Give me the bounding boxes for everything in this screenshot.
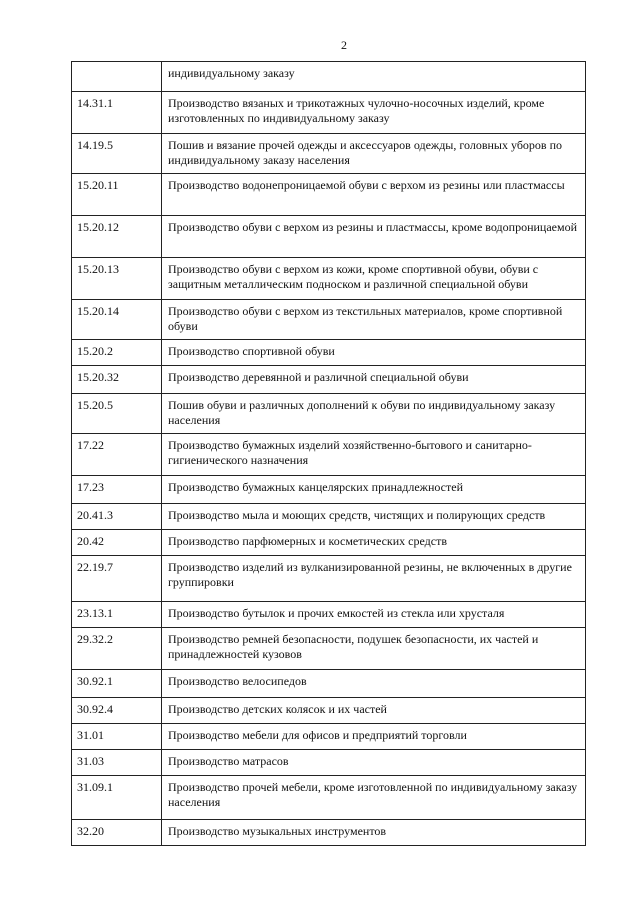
description-cell: Производство изделий из вулканизированной резины, не включенных в другие группировки xyxy=(162,556,586,602)
table-row xyxy=(72,62,586,92)
table-row xyxy=(72,504,586,530)
table-row xyxy=(72,434,586,476)
table-row xyxy=(72,340,586,366)
description-cell: Производство мыла и моющих средств, чистящих и полирующих средств xyxy=(162,504,586,530)
table-row xyxy=(72,174,586,216)
table-row xyxy=(72,258,586,300)
table-row xyxy=(72,776,586,820)
code-cell: 14.19.5 xyxy=(72,134,162,174)
table-row xyxy=(72,628,586,670)
code-cell: 22.19.7 xyxy=(72,556,162,602)
description-cell: Производство обуви с верхом из кожи, кроме спортивной обуви, обуви с защитным металлическим подноском и различной специальной обуви xyxy=(162,258,586,300)
code-cell: 30.92.4 xyxy=(72,698,162,724)
table-row xyxy=(72,394,586,434)
table-row xyxy=(72,724,586,750)
code-cell: 31.01 xyxy=(72,724,162,750)
table-row xyxy=(72,134,586,174)
description-cell: Производство бутылок и прочих емкостей из стекла или хрусталя xyxy=(162,602,586,628)
description-cell: Производство бумажных изделий хозяйственно-бытового и санитарно-гигиенического назначения xyxy=(162,434,586,476)
code-cell: 14.31.1 xyxy=(72,92,162,134)
code-cell: 31.09.1 xyxy=(72,776,162,820)
code-cell: 15.20.12 xyxy=(72,216,162,258)
description-cell: Производство парфюмерных и косметических средств xyxy=(162,530,586,556)
table-row xyxy=(72,670,586,698)
code-cell: 15.20.13 xyxy=(72,258,162,300)
description-cell: Производство обуви с верхом из резины и пластмассы, кроме водопроницаемой xyxy=(162,216,586,258)
table-row xyxy=(72,556,586,602)
code-cell xyxy=(72,62,162,92)
description-cell: Производство вязаных и трикотажных чулочно-носочных изделий, кроме изготовленных по индивидуальному заказу xyxy=(162,92,586,134)
code-cell: 17.22 xyxy=(72,434,162,476)
table-row xyxy=(72,366,586,394)
table-row xyxy=(72,530,586,556)
table-row xyxy=(72,476,586,504)
description-cell: Производство мебели для офисов и предприятий торговли xyxy=(162,724,586,750)
code-cell: 15.20.32 xyxy=(72,366,162,394)
code-cell: 32.20 xyxy=(72,820,162,846)
table-row xyxy=(72,602,586,628)
code-cell: 17.23 xyxy=(72,476,162,504)
code-cell: 15.20.5 xyxy=(72,394,162,434)
description-cell: Производство прочей мебели, кроме изготовленной по индивидуальному заказу населения xyxy=(162,776,586,820)
code-cell: 20.42 xyxy=(72,530,162,556)
description-cell: Пошив обуви и различных дополнений к обуви по индивидуальному заказу населения xyxy=(162,394,586,434)
description-cell: Производство матрасов xyxy=(162,750,586,776)
table-row xyxy=(72,92,586,134)
description-cell: Производство велосипедов xyxy=(162,670,586,698)
code-cell: 29.32.2 xyxy=(72,628,162,670)
table-row xyxy=(72,820,586,846)
code-cell: 15.20.11 xyxy=(72,174,162,216)
description-cell: Производство обуви с верхом из текстильных материалов, кроме спортивной обуви xyxy=(162,300,586,340)
description-cell: Производство детских колясок и их частей xyxy=(162,698,586,724)
code-cell: 23.13.1 xyxy=(72,602,162,628)
code-cell: 30.92.1 xyxy=(72,670,162,698)
code-cell: 20.41.3 xyxy=(72,504,162,530)
code-cell: 15.20.2 xyxy=(72,340,162,366)
table-row xyxy=(72,300,586,340)
table-row xyxy=(72,750,586,776)
code-cell: 15.20.14 xyxy=(72,300,162,340)
description-cell: Производство бумажных канцелярских принадлежностей xyxy=(162,476,586,504)
description-cell: Производство деревянной и различной специальной обуви xyxy=(162,366,586,394)
page-number: 2 xyxy=(341,38,347,52)
table-row xyxy=(72,698,586,724)
table-row xyxy=(72,216,586,258)
code-cell: 31.03 xyxy=(72,750,162,776)
description-cell: Пошив и вязание прочей одежды и аксессуаров одежды, головных уборов по индивидуальному заказу населения xyxy=(162,134,586,174)
description-cell: Производство музыкальных инструментов xyxy=(162,820,586,846)
description-cell: Производство ремней безопасности, подушек безопасности, их частей и принадлежностей кузовов xyxy=(162,628,586,670)
description-cell: индивидуальному заказу xyxy=(162,62,586,92)
activity-codes-table xyxy=(71,61,586,846)
description-cell: Производство спортивной обуви xyxy=(162,340,586,366)
description-cell: Производство водонепроницаемой обуви с верхом из резины или пластмассы xyxy=(162,174,586,216)
